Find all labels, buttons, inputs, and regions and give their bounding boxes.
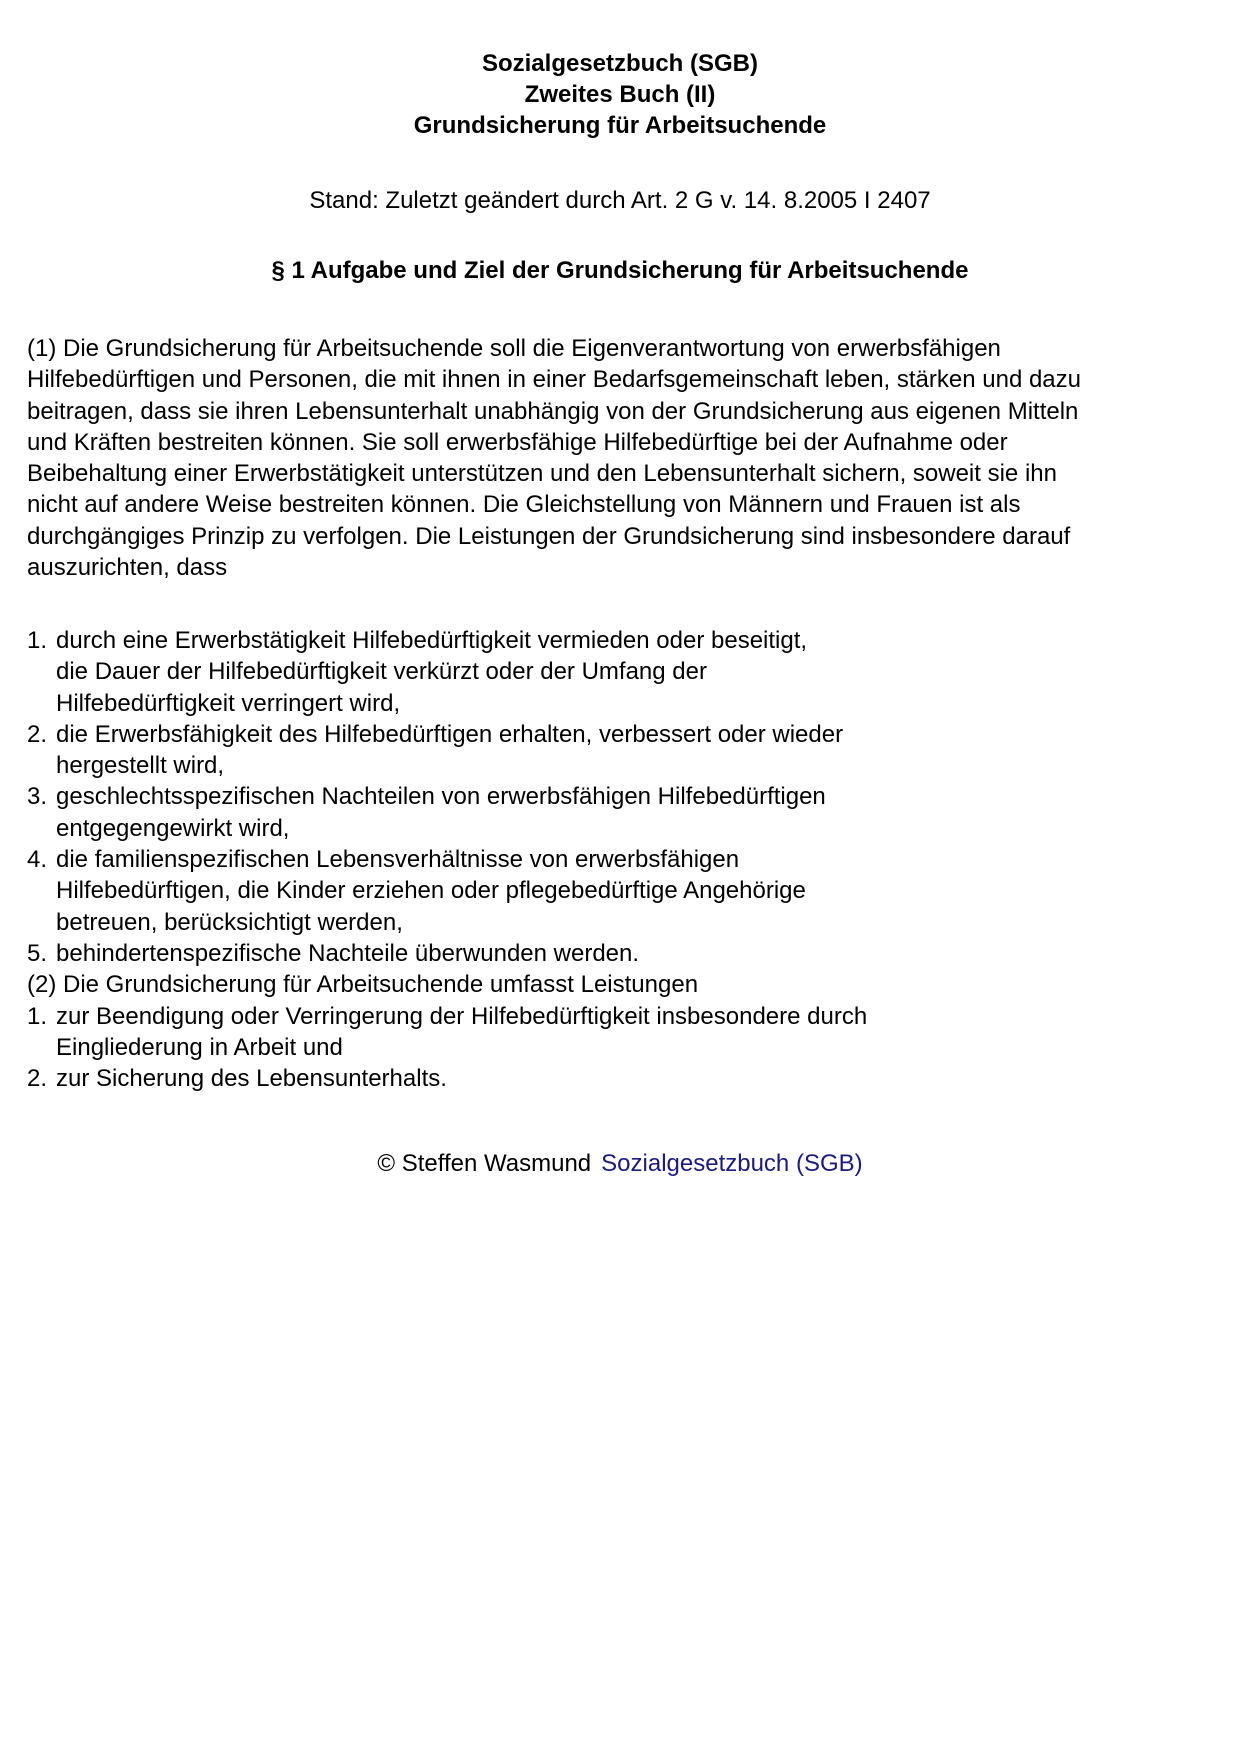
list-item-number: 4. [27, 846, 48, 874]
list-item-text: zur Beendigung oder Verringerung der Hilfebedürftigkeit insbesondere durch Eingliederung in Arbeit und [56, 1002, 868, 1061]
title-line-subject: Grundsicherung für Arbeitsuchende [413, 112, 827, 139]
list-item [27, 844, 1217, 938]
list-item-text: geschlechtsspezifischen Nachteilen von erwerbsfähigen Hilfebedürftigen entgegengewirkt wird, [56, 783, 826, 842]
list-item-text: die familienspezifischen Lebensverhältnisse von erwerbsfähigen Hilfebedürftigen, die Kinder erziehen oder pflegebedürftige Angehörige betreuen, berücksichtigt werden, [56, 846, 806, 936]
list-item-text: behindertenspezifische Nachteile überwunden werden. [56, 939, 640, 967]
title-line-law: Sozialgesetzbuch (SGB) [481, 50, 759, 77]
sgb-link[interactable]: Sozialgesetzbuch (SGB) [601, 1150, 863, 1177]
paragraph-1: (1) Die Grundsicherung für Arbeitsuchende soll die Eigenverantwortung von erwerbsfähigen Hilfebedürftigen und Personen, die mit ihnen in einer Bedarfsgemeinschaft leben, stärken und dazu beitragen, dass sie ihren Lebensunterhalt unabhängig von der Grundsicherung aus eigenen Mitteln und Kräften bestreiten können. Sie soll erwerbsfähige Hilfebedürftige bei der Aufnahme oder Beibehaltung einer Erwerbstätigkeit unterstützen und den Lebensunterhalt sichern, soweit sie ihn nicht auf andere Weise bestreiten können. Die Gleichstellung von Männern und Frauen ist als durchgängiges Prinzip zu verfolgen. Die Leistungen der Grundsicherung sind insbesondere darauf auszurichten, dass [27, 335, 1081, 582]
paragraph-2: (2) Die Grundsicherung für Arbeitsuchende umfasst Leistungen [27, 971, 699, 999]
copyright-notice: © Steffen Wasmund [377, 1150, 592, 1177]
list-item-number: 5. [27, 939, 48, 967]
list-item-number: 2. [27, 720, 48, 748]
list-item [27, 719, 1217, 782]
enumeration-block [27, 625, 1217, 1094]
section-heading: § 1 Aufgabe und Ziel der Grundsicherung für Arbeitsuchende [271, 257, 969, 284]
footer [0, 1148, 1240, 1179]
list-item-text: durch eine Erwerbstätigkeit Hilfebedürftigkeit vermieden oder beseitigt, die Dauer der Hilfebedürftigkeit verkürzt oder der Umfang der Hilfebedürftigkeit verringert wird, [56, 627, 808, 717]
list-item-text: die Erwerbsfähigkeit des Hilfebedürftigen erhalten, verbessert oder wieder hergestellt wird, [56, 720, 844, 780]
list-item-text: zur Sicherung des Lebensunterhalts. [56, 1065, 447, 1093]
list-item [27, 781, 1217, 844]
list-item-number: 1. [27, 627, 48, 654]
list-item-number: 1. [27, 1002, 48, 1030]
list-item-number: 2. [27, 1065, 48, 1093]
status-line: Stand: Zuletzt geändert durch Art. 2 G v. 14. 8.2005 I 2407 [309, 187, 931, 214]
title-line-book: Zweites Buch (II) [524, 81, 716, 108]
list-item [27, 1063, 1217, 1094]
list-item [27, 1001, 1217, 1064]
list-item [27, 938, 1217, 969]
list-item-number: 3. [27, 783, 48, 811]
document-title [0, 48, 1240, 141]
list-item [27, 625, 1217, 719]
